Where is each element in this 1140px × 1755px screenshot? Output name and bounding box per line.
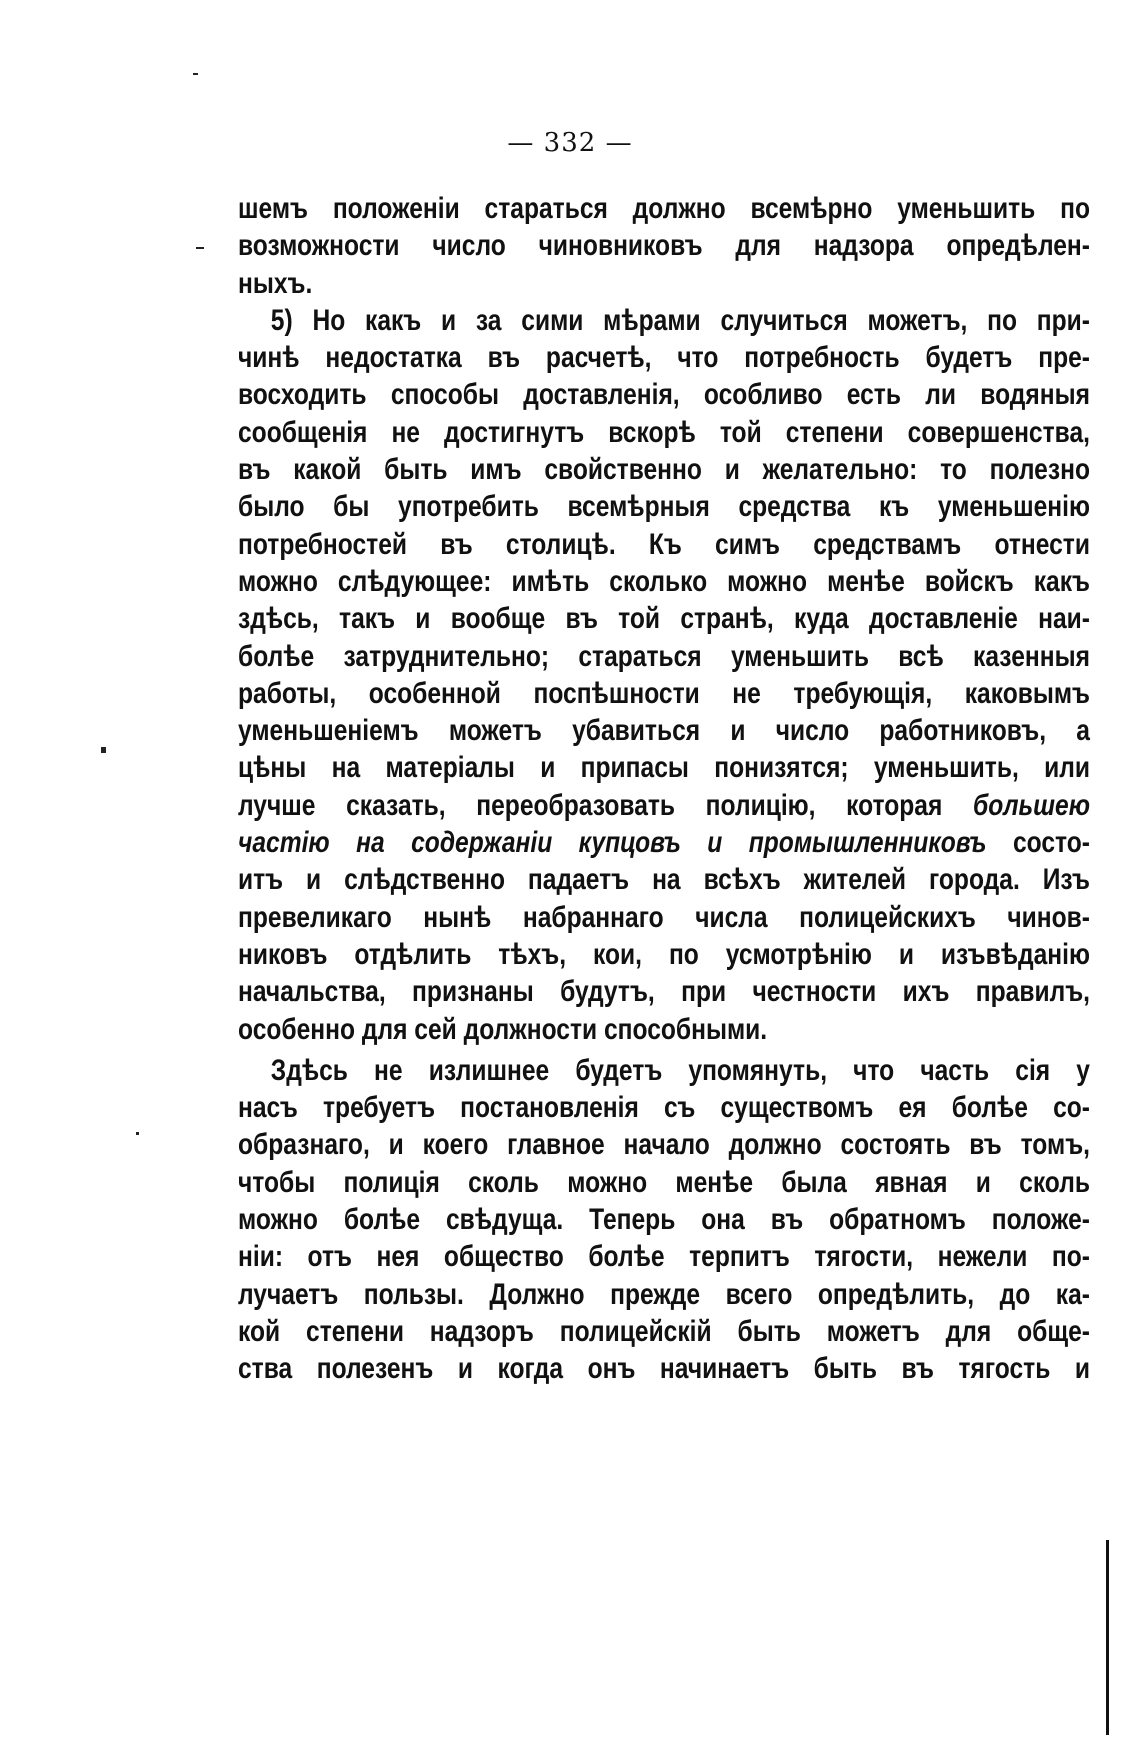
- text-line: работы, особенной поспѣшности не требующія, каковымъ: [238, 676, 1090, 710]
- text-line: 5) Но какъ и за сими мѣрами случиться можетъ, по при-: [270, 303, 1090, 337]
- text-line: никовъ отдѣлить тѣхъ, кои, по усмотрѣнію и изъвѣданію: [238, 937, 1090, 971]
- text-line: Здѣсь не излишнее будетъ упомянуть, что часть сія у: [270, 1053, 1090, 1087]
- text-line: можно слѣдующее: имѣть сколько можно менѣе войскъ какъ: [238, 564, 1090, 598]
- scan-margin-line: [1106, 1540, 1109, 1735]
- text-line: начальства, признаны будутъ, при честности ихъ правилъ,: [238, 975, 1090, 1009]
- scan-speck: [101, 747, 106, 753]
- text-line: чтобы полиція сколь можно менѣе была явная и сколь: [238, 1165, 1090, 1199]
- text-line: въ какой быть имъ свойственно и желательно: то полезно: [238, 453, 1090, 487]
- text-line: ніи: отъ нея общество болѣе терпитъ тягости, нежели по-: [238, 1240, 1090, 1274]
- page-number: — 332 —: [507, 128, 633, 158]
- italic-segment: частію на содержаніи купцовъ и промышленниковъ: [238, 826, 987, 860]
- text-line: можно болѣе свѣдуща. Теперь она въ обратномъ положе-: [238, 1203, 1090, 1237]
- scan-speck: [196, 247, 204, 249]
- text-line: возможности число чиновниковъ для надзора опредѣлен-: [238, 229, 1090, 263]
- scan-speck: [136, 1132, 139, 1135]
- text-line: [238, 824, 1090, 861]
- text-line: [238, 787, 1090, 824]
- text-line: сообщенія не достигнутъ вскорѣ той степени совершенства,: [238, 415, 1090, 449]
- text-line: восходить способы доставленія, особливо есть ли водяныя: [238, 378, 1090, 412]
- text-line: чинѣ недостатка въ расчетѣ, что потребность будетъ пре-: [238, 341, 1090, 375]
- text-line: уменьшеніемъ можетъ убавиться и число работниковъ, а: [238, 714, 1090, 748]
- text-line: ства полезенъ и когда онъ начинаетъ быть въ тягость и: [238, 1352, 1090, 1386]
- text-line: итъ и слѣдственно падаетъ на всѣхъ жителей города. Изъ: [238, 863, 1090, 897]
- text-line: болѣе затруднительно; стараться уменьшить всѣ казенныя: [238, 639, 1090, 673]
- text-line: превеликаго нынѣ набраннаго числа полицейскихъ чинов-: [238, 900, 1090, 934]
- text-line: было бы употребить всемѣрныя средства къ уменьшенію: [238, 490, 1090, 524]
- text-segment: состо-: [1012, 826, 1090, 860]
- text-line: ныхъ.: [238, 266, 313, 300]
- body-text: [238, 190, 1090, 1388]
- text-line: кой степени надзоръ полицейскій быть можетъ для обще-: [238, 1314, 1090, 1348]
- text-line: цѣны на матеріалы и припасы понизятся; уменьшить, или: [238, 751, 1090, 785]
- text-line: лучаетъ пользы. Должно прежде всего опредѣлить, до ка-: [238, 1277, 1090, 1311]
- text-line: особенно для сей должности способными.: [238, 1012, 768, 1046]
- text-line: потребностей въ столицѣ. Къ симъ средствамъ отнести: [238, 527, 1090, 561]
- text-segment: лучше сказать, переобразовать полицію, которая: [238, 788, 943, 822]
- italic-segment: большею: [972, 788, 1090, 822]
- text-line: шемъ положеніи стараться должно всемѣрно уменьшить по: [238, 192, 1090, 225]
- text-line: насъ требуетъ постановленія съ существомъ ея болѣе со-: [238, 1091, 1090, 1125]
- scan-speck: [193, 73, 198, 75]
- text-line: здѣсь, такъ и вообще въ той странѣ, куда доставленіе наи-: [238, 602, 1090, 636]
- text-line: образнаго, и коего главное начало должно состоять въ томъ,: [238, 1128, 1090, 1162]
